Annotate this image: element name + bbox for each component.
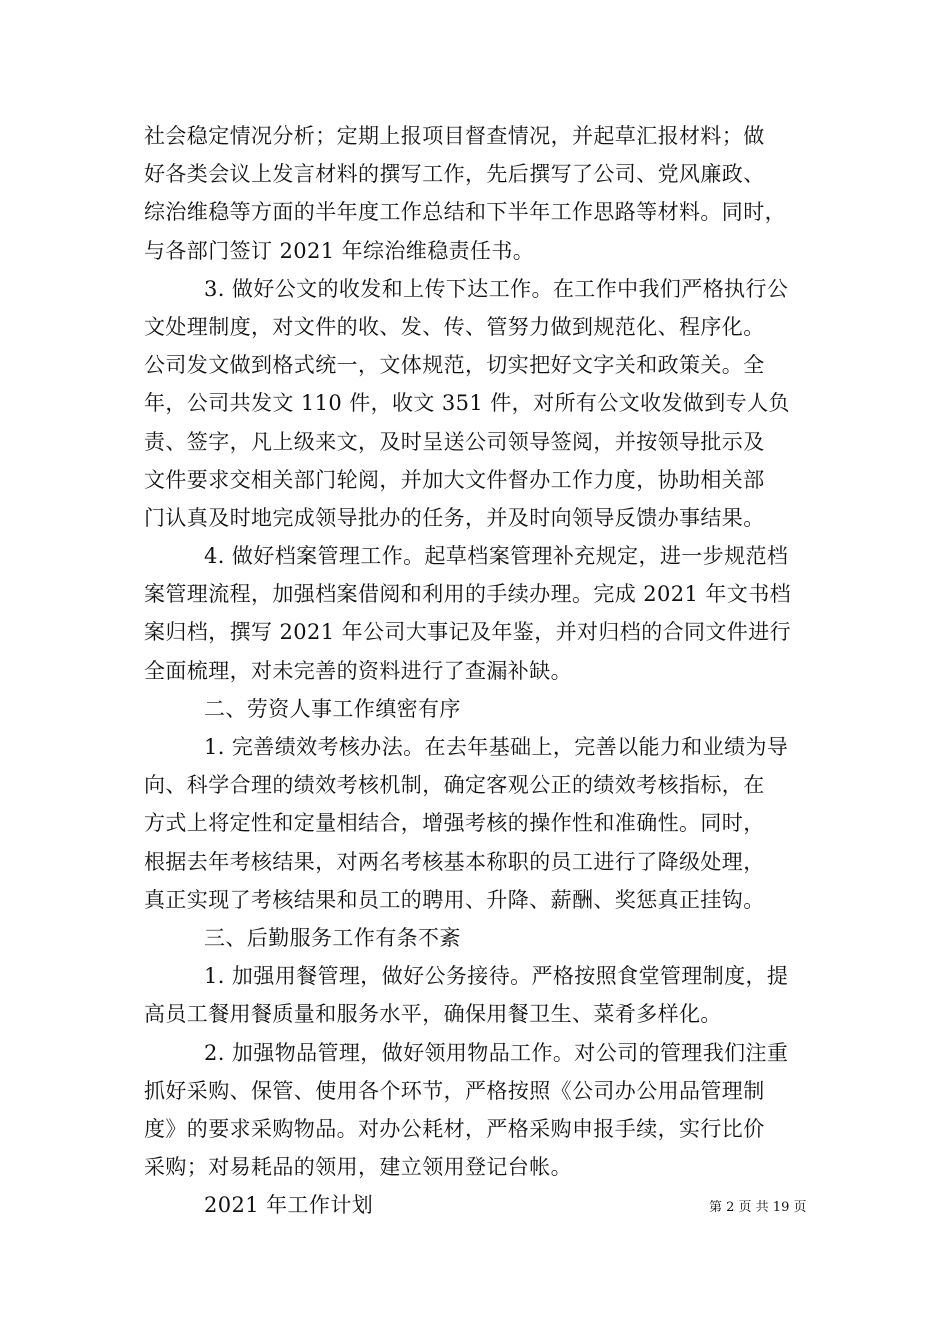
paragraph-start-line: 1. 加强用餐管理，做好公务接待。严格按照食堂管理制度，提: [204, 964, 789, 989]
text-line: 年，公司共发文 110 件，收文 351 件，对所有公文收发做到专人负: [144, 391, 790, 416]
section-heading: 二、劳资人事工作缜密有序: [204, 696, 461, 721]
text-line: 全面梳理，对未完善的资料进行了查漏补缺。: [144, 658, 572, 683]
text-line: 根据去年考核结果，对两名考核基本称职的员工进行了降级处理，: [144, 849, 765, 874]
text-line: 案管理流程，加强档案借阅和利用的手续办理。完成 2021 年文书档: [144, 582, 791, 607]
text-line: 向、科学合理的绩效考核机制，确定客观公正的绩效考核指标，在: [144, 773, 765, 798]
text-line: 抓好采购、保管、使用各个环节，严格按照《公司办公用品管理制: [144, 1078, 765, 1103]
text-line: 方式上将定性和定量相结合，增强考核的操作性和准确性。同时，: [144, 811, 765, 836]
text-line: 责、签字，凡上级来文，及时呈送公司领导签阅，并按领导批示及: [144, 429, 765, 454]
paragraph-start-line: 3. 做好公文的收发和上传下达工作。在工作中我们严格执行公: [204, 276, 789, 301]
paragraph-start-line: 4. 做好档案管理工作。起草档案管理补充规定，进一步规范档: [204, 544, 789, 569]
text-line: 门认真及时地完成领导批办的任务，并及时向领导反馈办事结果。: [144, 505, 765, 530]
section-heading: 三、后勤服务工作有条不紊: [204, 925, 461, 950]
text-line: 综治维稳等方面的半年度工作总结和下半年工作思路等材料。同时，: [144, 200, 786, 225]
text-line: 高员工餐用餐质量和服务水平，确保用餐卫生、菜肴多样化。: [144, 1002, 722, 1027]
document-body: [144, 117, 808, 1224]
text-line: 案归档，撰写 2021 年公司大事记及年鉴，并对归档的合同文件进行: [144, 620, 791, 645]
paragraph-start-line: 1. 完善绩效考核办法。在去年基础上，完善以能力和业绩为导: [204, 735, 789, 759]
paragraph-start-line: 2. 加强物品管理，做好领用物品工作。对公司的管理我们注重: [204, 1040, 789, 1065]
text-line: 真正实现了考核结果和员工的聘用、升降、薪酬、奖惩真正挂钩。: [144, 887, 765, 912]
text-line: 文件要求交相关部门轮阅，并加大文件督办工作力度，协助相关部: [144, 467, 765, 492]
text-line: 好各类会议上发言材料的撰写工作，先后撰写了公司、党风廉政、: [144, 162, 765, 187]
text-line: 公司发文做到格式统一，文体规范，切实把好文字关和政策关。全: [144, 353, 765, 378]
text-line: 度》的要求采购物品。对办公耗材，严格采购申报手续，实行比价: [144, 1116, 765, 1141]
text-line: 文处理制度，对文件的收、发、传、管努力做到规范化、程序化。: [144, 314, 765, 339]
text-line: 社会稳定情况分析；定期上报项目督查情况，并起草汇报材料；做: [144, 124, 765, 148]
page-number: 第 2 页 共 19 页: [709, 1200, 807, 1215]
section-heading: 2021 年工作计划: [204, 1193, 374, 1218]
text-line: 与各部门签订 2021 年综治维稳责任书。: [144, 238, 535, 263]
text-line: 采购；对易耗品的领用，建立领用登记台帐。: [144, 1155, 572, 1180]
